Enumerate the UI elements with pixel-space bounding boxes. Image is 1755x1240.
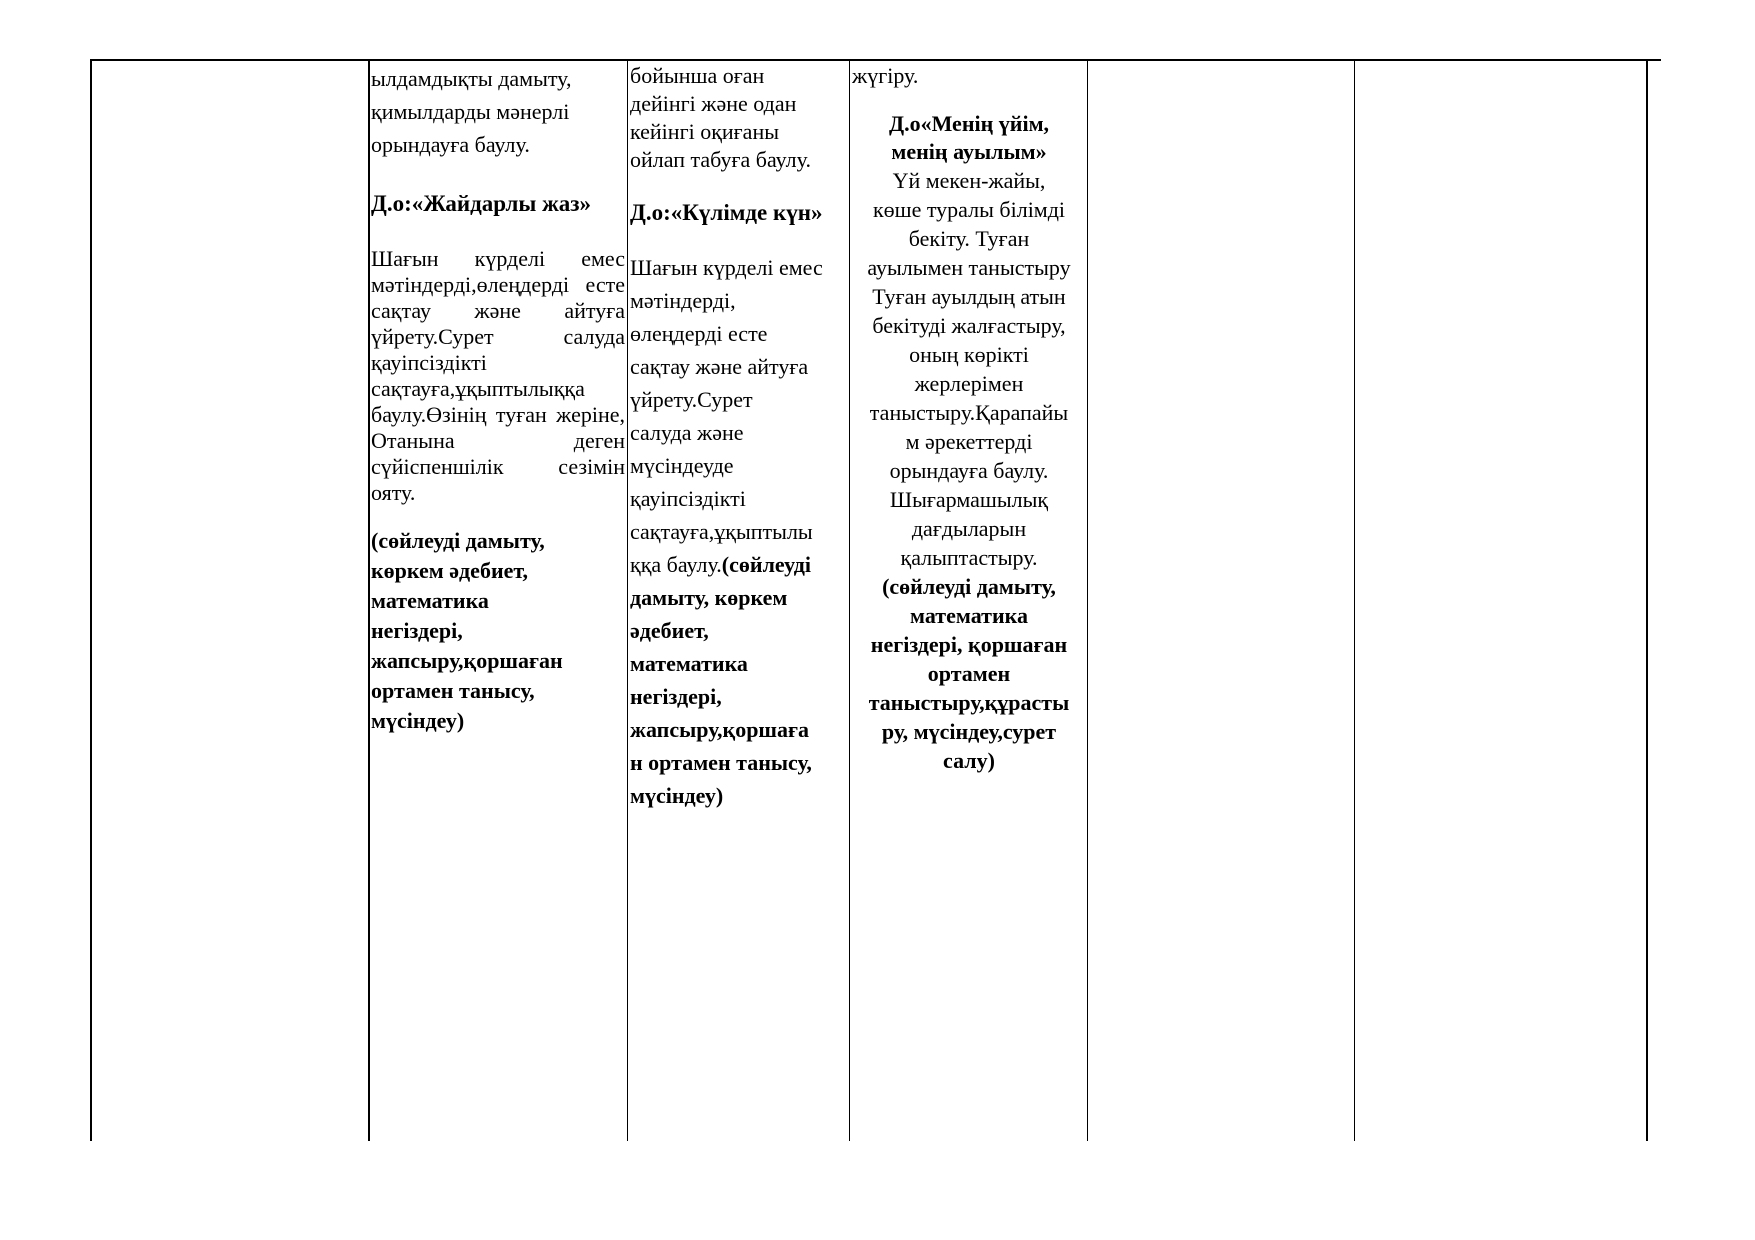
col3-areas-first: (сөйлеуді bbox=[721, 552, 811, 577]
col4-description-line: Үй мекен-жайы, bbox=[892, 168, 1046, 193]
col2-area-line: жапсыру,қоршаған bbox=[371, 648, 563, 673]
col3-area-line: мүсіндеу) bbox=[630, 783, 724, 808]
col3-description-line: мүсіндеуде bbox=[630, 453, 734, 478]
col4-description-line: Шығармашылық bbox=[889, 487, 1049, 512]
col4-description-line: орындауға баулу. bbox=[889, 458, 1049, 483]
col4-description-line: таныстыру.Қарапайы bbox=[869, 400, 1069, 425]
col2-intro bbox=[371, 62, 625, 161]
column-border-4 bbox=[849, 60, 850, 1141]
col2-areas bbox=[371, 526, 625, 736]
col4-area-line: салу) bbox=[943, 748, 995, 773]
col4-description bbox=[852, 166, 1086, 572]
col3-intro-line: дейінгі және одан bbox=[630, 91, 797, 116]
col4-game-title-line: менің ауылым» bbox=[891, 139, 1047, 164]
col3-area-line: әдебиет, bbox=[630, 618, 709, 643]
col4-description-line: бекітуді жалғастыру, bbox=[872, 313, 1066, 338]
col4-area-line: ортамен bbox=[927, 661, 1011, 686]
col3-description-line: Шағын күрделі емес bbox=[630, 255, 823, 280]
col2-intro-line: орындауға баулу. bbox=[371, 132, 530, 157]
col2-area-line: мүсіндеу) bbox=[371, 708, 465, 733]
col3-description-last: ққа баулу. bbox=[630, 552, 722, 577]
col4-description-line: көше туралы білімді bbox=[872, 197, 1066, 222]
column-border-7 bbox=[1646, 60, 1648, 1141]
col4-areas bbox=[852, 572, 1086, 775]
col3-description-line: үйрету.Сурет bbox=[630, 387, 753, 412]
col3-description-line: сақтау және айтуға bbox=[630, 354, 809, 379]
col3-intro-line: бойынша оған bbox=[630, 63, 765, 88]
col4-description-line: қалыптастыру. bbox=[900, 545, 1038, 570]
column-border-5 bbox=[1087, 60, 1088, 1141]
column-border-1 bbox=[90, 60, 92, 1141]
col4-description-line: м әрекеттерді bbox=[905, 429, 1033, 454]
col2-description: Шағын күрделі емес мәтіндерді,өлеңдерді есте сақтау және айтуға үйрету.Сурет салуда қауіпсіздікті сақтауға,ұқыптылыққа баулу.Өзінің туған жеріне, Отанына деген сүйіспеншілік сезімін ояту. bbox=[371, 246, 625, 505]
col3-description bbox=[630, 251, 848, 581]
col3-area-line: математика bbox=[630, 651, 748, 676]
col3-area-line: жапсыру,қоршаға bbox=[630, 717, 809, 742]
col4-description-line: дағдыларын bbox=[911, 516, 1027, 541]
col2-game-title: Д.о:«Жайдарлы жаз» bbox=[371, 191, 592, 216]
col3-description-line: мәтіндерді, bbox=[630, 288, 736, 313]
col3-area-line: н ортамен танысу, bbox=[630, 750, 812, 775]
col2-intro-line: қимылдарды мәнерлі bbox=[371, 99, 570, 124]
col4-area-line: негіздері, қоршаған bbox=[870, 632, 1068, 657]
col3-areas bbox=[630, 581, 848, 812]
column-border-3 bbox=[627, 60, 628, 1141]
col4-area-line: таныстыру,құрасты bbox=[868, 690, 1070, 715]
col2-area-line: математика bbox=[371, 588, 489, 613]
col4-description-line: бекіту. Туған bbox=[908, 226, 1030, 251]
col3-intro-line: кейінгі оқиғаны bbox=[630, 119, 780, 144]
col4-intro: жүгіру. bbox=[852, 63, 919, 88]
col4-game-title bbox=[852, 110, 1086, 166]
col3-description-line: сақтауға,ұқыптылы bbox=[630, 519, 813, 544]
table-cell-col4 bbox=[852, 62, 1086, 775]
col4-description-line: жерлерімен bbox=[914, 371, 1024, 396]
table-top-border bbox=[90, 59, 1661, 61]
col3-intro-line: ойлап табуға баулу. bbox=[630, 147, 811, 172]
col2-area-line: негіздері, bbox=[371, 618, 463, 643]
col3-description-line bbox=[630, 548, 848, 581]
table-cell-col2 bbox=[371, 62, 625, 736]
col4-area-line: математика bbox=[910, 603, 1028, 628]
col4-description-line: ауылымен таныстыру bbox=[867, 255, 1071, 280]
col4-description-line: Туған ауылдың атын bbox=[872, 284, 1066, 309]
col2-area-line: ортамен танысу, bbox=[371, 678, 535, 703]
col2-area-line: (сөйлеуді дамыту, bbox=[371, 528, 545, 553]
col3-area-line: негіздері, bbox=[630, 684, 722, 709]
col3-description-line: қауіпсіздікті bbox=[630, 486, 746, 511]
col2-area-line: көркем әдебиет, bbox=[371, 558, 529, 583]
col3-intro bbox=[630, 62, 848, 174]
col3-area-line: дамыту, көркем bbox=[630, 585, 788, 610]
col4-game-title-line: Д.о«Менің үйім, bbox=[888, 111, 1050, 136]
column-border-2 bbox=[368, 60, 370, 1141]
column-border-6 bbox=[1354, 60, 1355, 1141]
col4-description-line: оның көрікті bbox=[909, 342, 1029, 367]
table-cell-col3 bbox=[630, 62, 848, 812]
col3-game-title: Д.о:«Күлімде күн» bbox=[630, 200, 823, 225]
col2-intro-line: ылдамдықты дамыту, bbox=[371, 66, 572, 91]
col4-area-line: ру, мүсіндеу,сурет bbox=[881, 719, 1057, 744]
col3-description-line: өлеңдерді есте bbox=[630, 321, 768, 346]
col3-description-line: салуда және bbox=[630, 420, 744, 445]
col4-area-line: (сөйлеуді дамыту, bbox=[882, 574, 1056, 599]
